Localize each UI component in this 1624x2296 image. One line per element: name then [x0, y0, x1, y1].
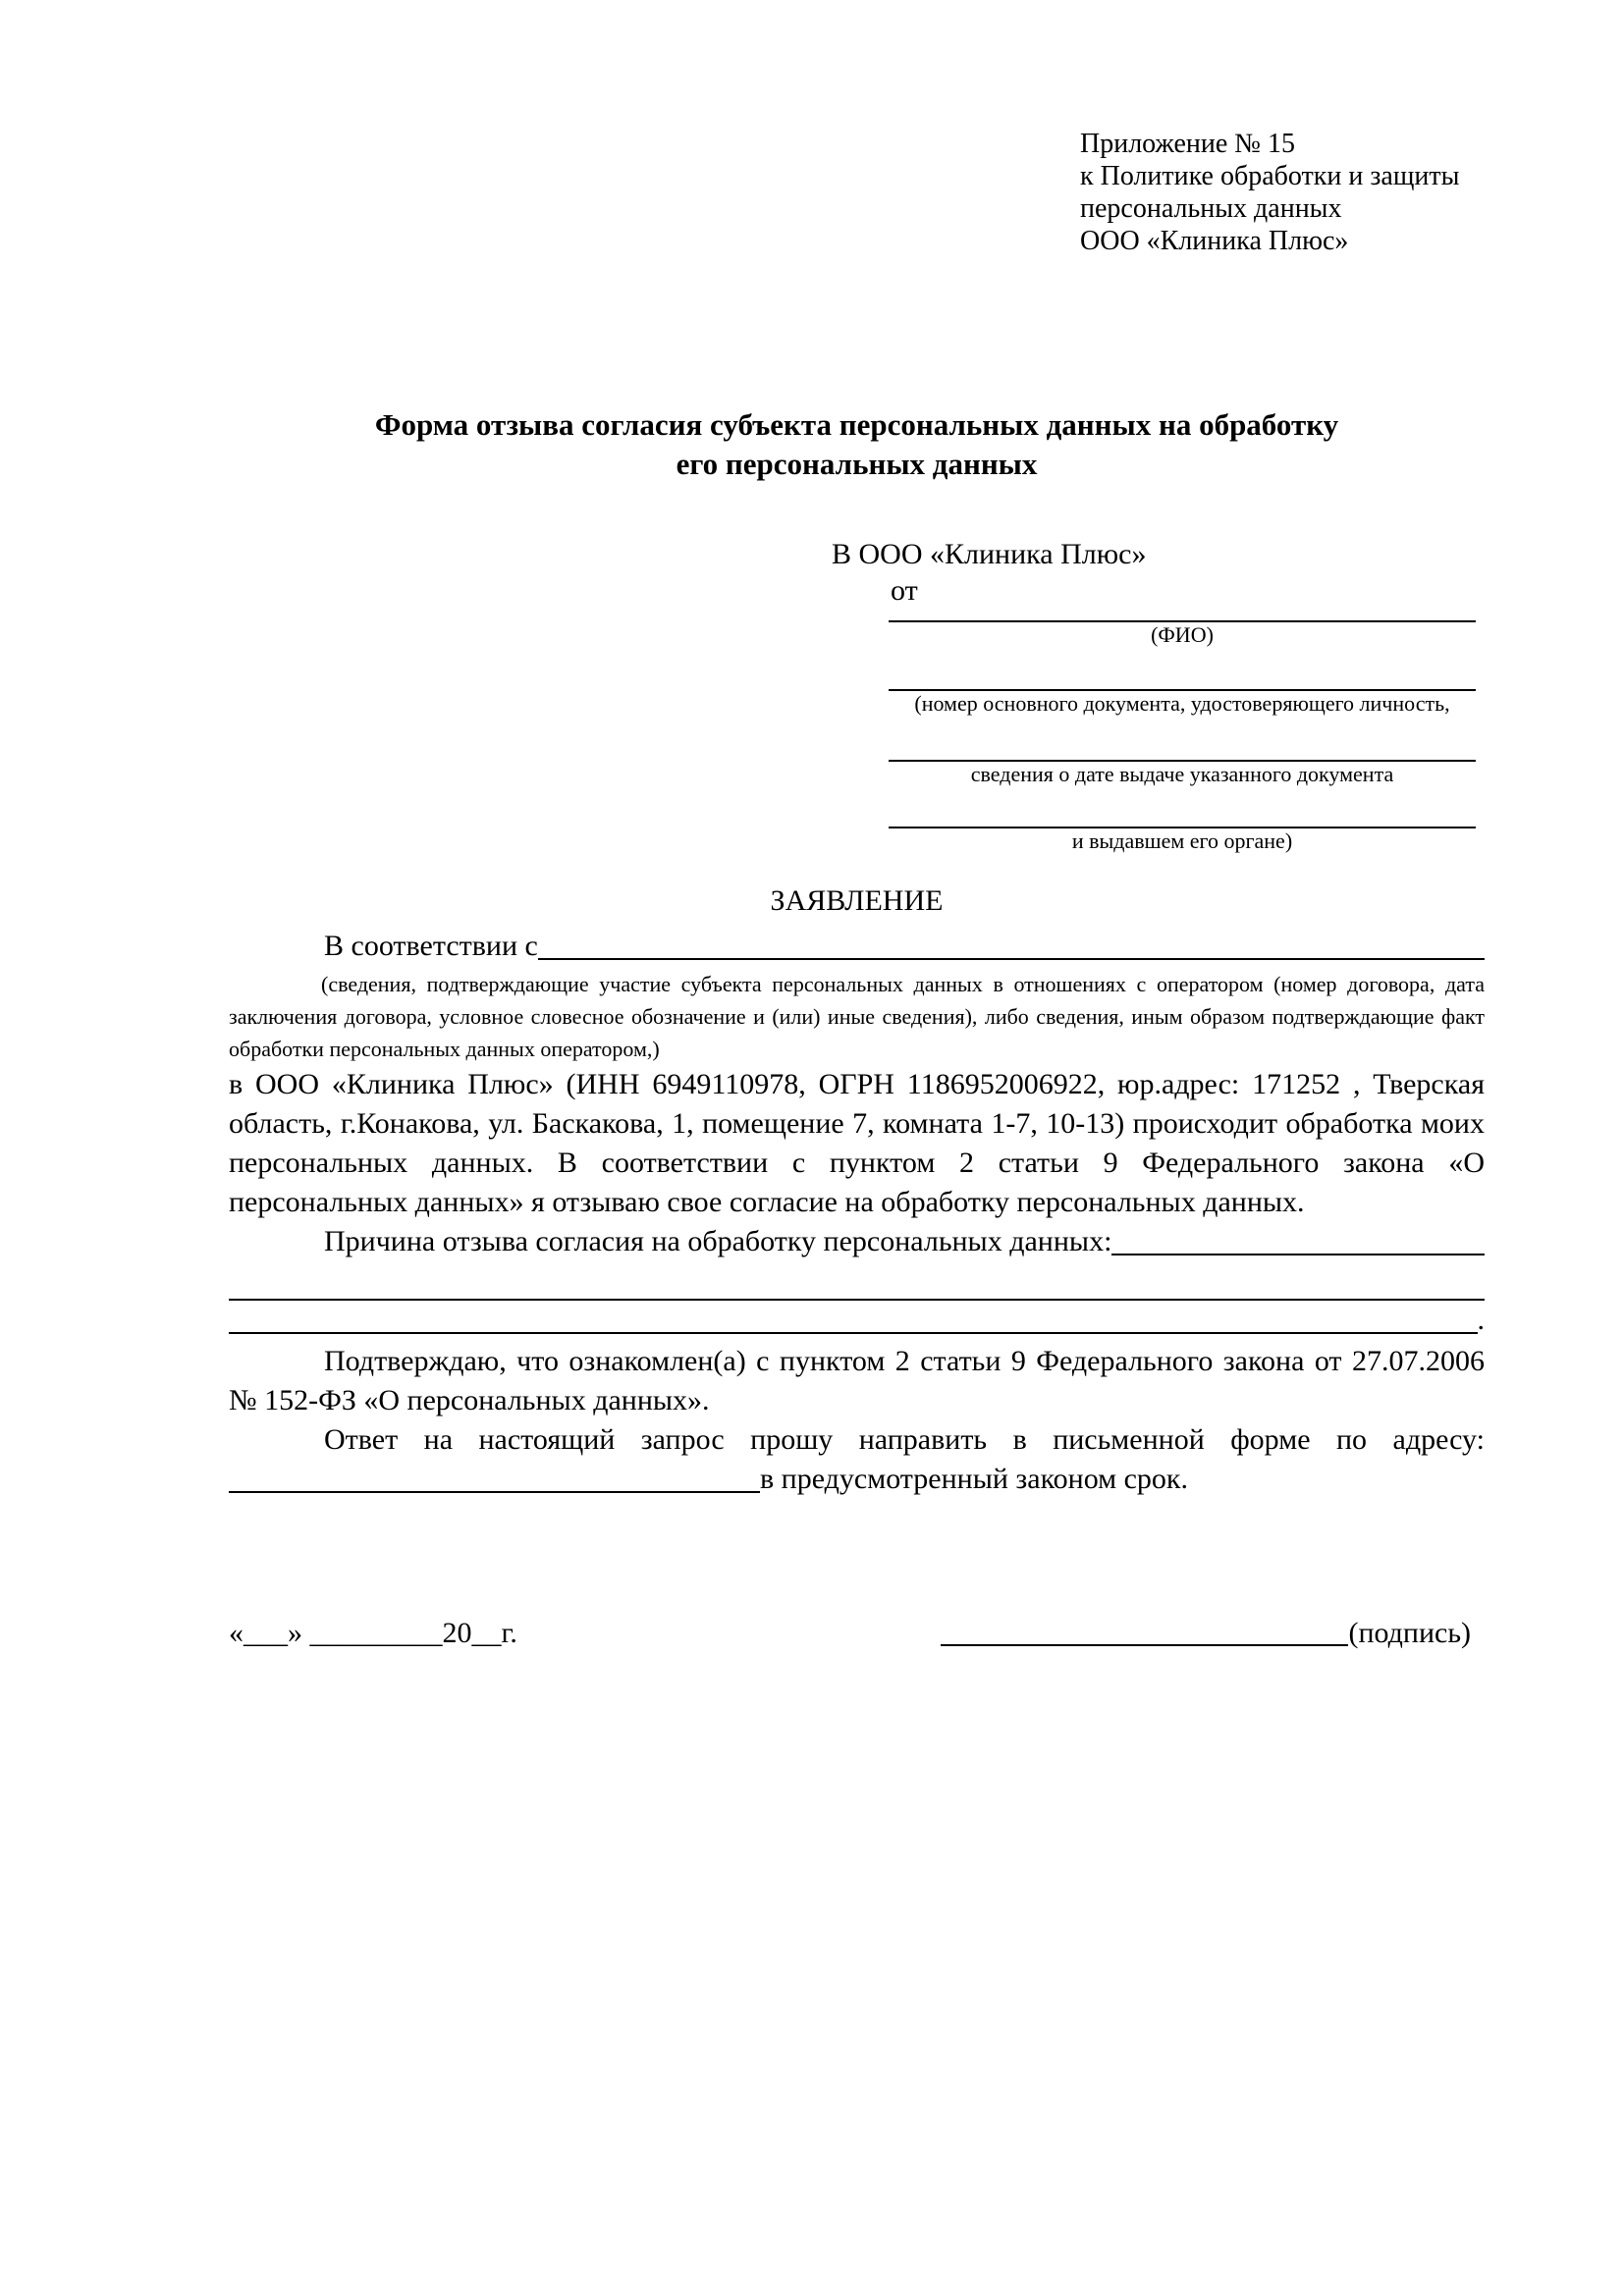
- confirm-paragraph: Подтверждаю, что ознакомлен(а) с пунктом 2 статьи 9 Федерального закона от 27.07.2006 № 152-ФЗ «О персональных данных».: [229, 1345, 1485, 1416]
- signature-blank-line: [941, 1644, 1348, 1646]
- addressee-fields: [889, 609, 1476, 854]
- blank-line-2: [229, 1301, 1485, 1340]
- fio-blank-line: [889, 609, 1476, 622]
- issue-date-caption: сведения о дате выдаче указанного документа: [970, 762, 1394, 786]
- reply-paragraph: Ответ на настоящий запрос прошу направить в письменной форме по адресу:: [324, 1423, 1485, 1456]
- form-title-line1: Форма отзыва согласия субъекта персональных данных на обработку: [374, 407, 1339, 442]
- blank-line-1: [229, 1261, 1485, 1301]
- form-title-line2: его персональных данных: [676, 447, 1038, 481]
- doc-number-field: [889, 648, 1476, 717]
- doc-number-blank-line: [889, 648, 1476, 691]
- issue-org-field: [889, 787, 1476, 854]
- statement-body: в ООО «Клиника Плюс» (ИНН 6949110978, ОГРН 1186952006922, юр.адрес: 171252 , Тверская область, г.Конакова, ул. Баскакова, 1, помещение 7, комната 1-7, 10-13) происходит обработка моих персональных данных. В соответствии с пунктом 2 статьи 9 Федерального закона «О персональных данных» я отзываю свое согласие на обработку персональных данных.: [229, 1068, 1485, 1218]
- issue-org-blank-line: [889, 787, 1476, 828]
- addressee-to: В ООО «Клиника Плюс»: [832, 538, 1147, 570]
- blank-line-2-rule: [229, 1332, 1478, 1334]
- appendix-header-block: [1080, 128, 1459, 257]
- fio-field: [889, 609, 1476, 648]
- reply-address-blank-line: [229, 1491, 760, 1493]
- reason-blank-line: [1111, 1254, 1485, 1255]
- signature-group: [941, 1615, 1471, 1652]
- issue-date-blank-line: [889, 717, 1476, 762]
- header-line: Приложение № 15: [1080, 129, 1295, 159]
- footer-row: [229, 1615, 1485, 1652]
- reason-label: Причина отзыва согласия на обработку персональных данных:: [324, 1225, 1112, 1257]
- statement-heading: ЗАЯВЛЕНИЕ: [770, 884, 944, 917]
- reason-line: [229, 1222, 1485, 1261]
- addressee-block: [832, 536, 1480, 854]
- blank-line-terminator: .: [1477, 1304, 1485, 1336]
- reply-address-line: [229, 1460, 1485, 1499]
- addressee-from-label: от: [891, 574, 918, 607]
- intro-label: В соответствии с: [324, 930, 538, 962]
- doc-number-caption: (номер основного документа, удостоверяющего личность,: [914, 691, 1450, 716]
- form-title: [229, 405, 1485, 484]
- intro-note: (сведения, подтверждающие участие субъекта персональных данных в отношениях с оператором (номер договора, дата заключения договора, условное словесное обозначение и (или) иные сведения), либо сведения, иным образом подтверждающие факт обработки персональных данных оператором,): [229, 972, 1485, 1061]
- statement-section: [229, 881, 1485, 1499]
- header-line: ООО «Клиника Плюс»: [1080, 226, 1349, 256]
- date-line: «___» _________20__г.: [229, 1617, 517, 1649]
- intro-blank-line: [538, 958, 1485, 960]
- intro-line: [229, 927, 1485, 966]
- issue-date-field: [889, 717, 1476, 787]
- reply-tail: в предусмотренный законом срок.: [760, 1463, 1188, 1495]
- issue-org-caption: и выдавшем его органе): [1071, 828, 1293, 853]
- header-line: к Политике обработки и защиты: [1080, 161, 1460, 191]
- signature-caption: (подпись): [1348, 1617, 1471, 1649]
- fio-caption: (ФИО): [1151, 622, 1214, 647]
- header-line: персональных данных: [1080, 193, 1342, 224]
